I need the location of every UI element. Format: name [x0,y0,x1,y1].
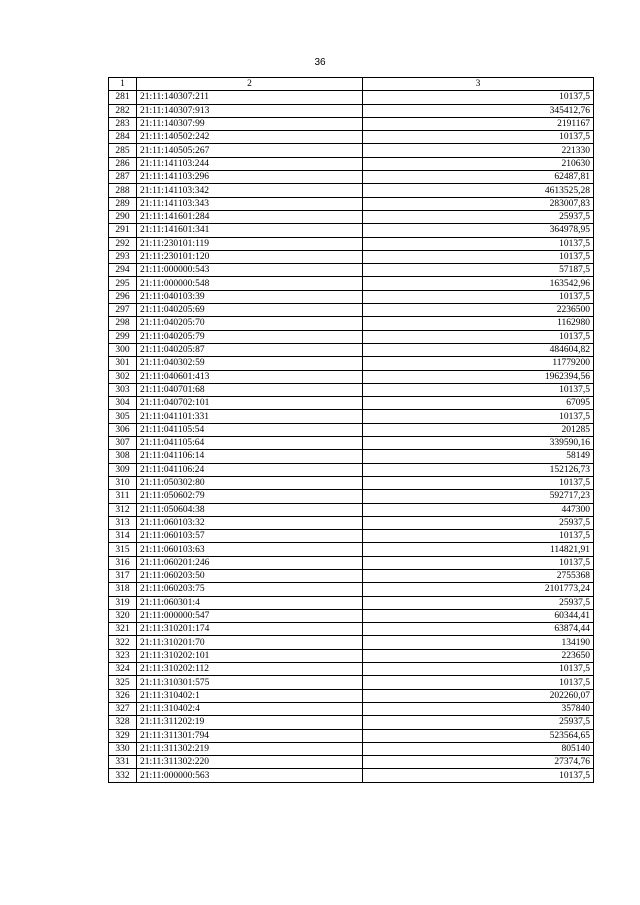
table-row [109,423,594,436]
value-cell: 10137,5 [363,676,594,689]
row-number: 306 [109,423,137,436]
row-number: 325 [109,676,137,689]
cadastral-number: 21:11:140502:242 [137,131,363,144]
table-row [109,450,594,463]
cadastral-number: 21:11:311202:19 [137,716,363,729]
table-row [109,742,594,755]
row-number: 312 [109,503,137,516]
value-cell: 63874,44 [363,623,594,636]
cadastral-number: 21:11:141103:343 [137,197,363,210]
row-number: 324 [109,663,137,676]
table-row [109,609,594,622]
cadastral-number: 21:11:140505:267 [137,144,363,157]
row-number: 332 [109,769,137,782]
row-number: 294 [109,264,137,277]
cadastral-number: 21:11:140307:211 [137,91,363,104]
value-cell: 10137,5 [363,250,594,263]
row-number: 311 [109,490,137,503]
cadastral-number: 21:11:040205:79 [137,330,363,343]
cadastral-number: 21:11:000000:548 [137,277,363,290]
table-row [109,224,594,237]
cadastral-number: 21:11:000000:563 [137,769,363,782]
value-cell: 152126,73 [363,463,594,476]
table-header-row [109,78,594,91]
value-cell: 223650 [363,649,594,662]
value-cell: 1962394,56 [363,370,594,383]
table-row [109,516,594,529]
row-number: 292 [109,237,137,250]
row-number: 330 [109,742,137,755]
value-cell: 2101773,24 [363,583,594,596]
value-cell: 10137,5 [363,769,594,782]
row-number: 316 [109,556,137,569]
cadastral-number: 21:11:060203:50 [137,569,363,582]
column-header-1: 1 [109,78,137,91]
table-row [109,716,594,729]
value-cell: 11779200 [363,357,594,370]
cadastral-number: 21:11:060301:4 [137,596,363,609]
cadastral-number: 21:11:060103:63 [137,543,363,556]
cadastral-number: 21:11:050302:80 [137,476,363,489]
row-number: 327 [109,702,137,715]
cadastral-number: 21:11:141601:341 [137,224,363,237]
value-cell: 523564,65 [363,729,594,742]
table-row [109,131,594,144]
row-number: 289 [109,197,137,210]
table-row [109,290,594,303]
table-row [109,104,594,117]
value-cell: 67095 [363,397,594,410]
row-number: 284 [109,131,137,144]
cadastral-number: 21:11:141103:244 [137,157,363,170]
cadastral-number: 21:11:041106:24 [137,463,363,476]
row-number: 283 [109,117,137,130]
table-row [109,729,594,742]
cadastral-number: 21:11:000000:547 [137,609,363,622]
value-cell: 10137,5 [363,530,594,543]
value-cell: 210630 [363,157,594,170]
cadastral-number: 21:11:040701:68 [137,383,363,396]
cadastral-number: 21:11:040205:69 [137,304,363,317]
table-row [109,317,594,330]
value-cell: 134190 [363,636,594,649]
cadastral-number: 21:11:310201:70 [137,636,363,649]
value-cell: 484604,82 [363,343,594,356]
cadastral-number: 21:11:230101:119 [137,237,363,250]
value-cell: 357840 [363,702,594,715]
value-cell: 201285 [363,423,594,436]
value-cell: 10137,5 [363,237,594,250]
row-number: 322 [109,636,137,649]
table-row [109,343,594,356]
cadastral-number: 21:11:060203:75 [137,583,363,596]
row-number: 307 [109,437,137,450]
row-number: 302 [109,370,137,383]
value-cell: 592717,23 [363,490,594,503]
table-body [109,91,594,782]
row-number: 281 [109,91,137,104]
value-cell: 283007,83 [363,197,594,210]
value-cell: 345412,76 [363,104,594,117]
value-cell: 10137,5 [363,330,594,343]
table-row [109,490,594,503]
column-header-2: 2 [137,78,363,91]
value-cell: 10137,5 [363,410,594,423]
cadastral-number: 21:11:041106:14 [137,450,363,463]
row-number: 282 [109,104,137,117]
table-row [109,330,594,343]
table-row [109,689,594,702]
table-row [109,383,594,396]
table-row [109,663,594,676]
value-cell: 10137,5 [363,476,594,489]
cadastral-number: 21:11:311301:794 [137,729,363,742]
cadastral-number: 21:11:050604:38 [137,503,363,516]
value-cell: 2755368 [363,569,594,582]
row-number: 315 [109,543,137,556]
value-cell: 25937,5 [363,716,594,729]
value-cell: 10137,5 [363,131,594,144]
cadastral-number: 21:11:141103:296 [137,171,363,184]
cadastral-number: 21:11:311302:220 [137,756,363,769]
row-number: 320 [109,609,137,622]
table-row [109,184,594,197]
cadastral-number: 21:11:310402:4 [137,702,363,715]
table-row [109,463,594,476]
row-number: 328 [109,716,137,729]
table-row [109,171,594,184]
row-number: 291 [109,224,137,237]
table-row [109,569,594,582]
value-cell: 1162980 [363,317,594,330]
row-number: 310 [109,476,137,489]
cadastral-number: 21:11:141601:284 [137,210,363,223]
value-cell: 25937,5 [363,210,594,223]
cadastral-number: 21:11:311302:219 [137,742,363,755]
value-cell: 27374,76 [363,756,594,769]
row-number: 331 [109,756,137,769]
row-number: 314 [109,530,137,543]
value-cell: 163542,96 [363,277,594,290]
row-number: 319 [109,596,137,609]
table-row [109,769,594,782]
value-cell: 60344,41 [363,609,594,622]
row-number: 297 [109,304,137,317]
row-number: 299 [109,330,137,343]
cadastral-number: 21:11:040302:59 [137,357,363,370]
value-cell: 10137,5 [363,290,594,303]
cadastral-number: 21:11:230101:120 [137,250,363,263]
row-number: 318 [109,583,137,596]
table-row [109,596,594,609]
row-number: 323 [109,649,137,662]
row-number: 288 [109,184,137,197]
row-number: 301 [109,357,137,370]
table-row [109,91,594,104]
value-cell: 62487,81 [363,171,594,184]
value-cell: 114821,91 [363,543,594,556]
table-row [109,397,594,410]
row-number: 285 [109,144,137,157]
table-row [109,197,594,210]
value-cell: 10137,5 [363,91,594,104]
table-row [109,370,594,383]
cadastral-number: 21:11:310301:575 [137,676,363,689]
cadastral-number: 21:11:000000:543 [137,264,363,277]
row-number: 300 [109,343,137,356]
row-number: 329 [109,729,137,742]
row-number: 296 [109,290,137,303]
table-row [109,210,594,223]
value-cell: 10137,5 [363,383,594,396]
cadastral-number: 21:11:141103:342 [137,184,363,197]
cadastral-number: 21:11:041101:331 [137,410,363,423]
table-row [109,476,594,489]
value-cell: 4613525,28 [363,184,594,197]
value-cell: 25937,5 [363,596,594,609]
row-number: 309 [109,463,137,476]
table-row [109,649,594,662]
cadastral-number: 21:11:050602:79 [137,490,363,503]
cadastral-number: 21:11:310202:112 [137,663,363,676]
table-row [109,237,594,250]
cadastral-number: 21:11:140307:99 [137,117,363,130]
cadastral-number: 21:11:040205:87 [137,343,363,356]
value-cell: 447300 [363,503,594,516]
table-row [109,756,594,769]
cadastral-number: 21:11:040702:101 [137,397,363,410]
table-row [109,357,594,370]
cadastral-table [108,77,594,783]
value-cell: 221330 [363,144,594,157]
table-row [109,410,594,423]
cadastral-number: 21:11:040205:70 [137,317,363,330]
value-cell: 805140 [363,742,594,755]
row-number: 295 [109,277,137,290]
cadastral-number: 21:11:040103:39 [137,290,363,303]
cadastral-number: 21:11:041105:54 [137,423,363,436]
table-row [109,144,594,157]
row-number: 305 [109,410,137,423]
row-number: 290 [109,210,137,223]
row-number: 293 [109,250,137,263]
row-number: 326 [109,689,137,702]
table-row [109,556,594,569]
table-row [109,636,594,649]
row-number: 313 [109,516,137,529]
table-row [109,543,594,556]
value-cell: 364978,95 [363,224,594,237]
table-row [109,157,594,170]
table-row [109,623,594,636]
row-number: 303 [109,383,137,396]
cadastral-number: 21:11:140307:913 [137,104,363,117]
row-number: 308 [109,450,137,463]
table-row [109,277,594,290]
cadastral-number: 21:11:310202:101 [137,649,363,662]
table-row [109,503,594,516]
page-number: 36 [314,57,326,68]
cadastral-number: 21:11:040601:413 [137,370,363,383]
row-number: 286 [109,157,137,170]
table-row [109,530,594,543]
table-row [109,437,594,450]
table-row [109,304,594,317]
value-cell: 10137,5 [363,663,594,676]
table-row [109,250,594,263]
row-number: 321 [109,623,137,636]
value-cell: 2236500 [363,304,594,317]
table-row [109,702,594,715]
cadastral-number: 21:11:310402:1 [137,689,363,702]
table-row [109,117,594,130]
column-header-3: 3 [363,78,594,91]
value-cell: 57187,5 [363,264,594,277]
value-cell: 58149 [363,450,594,463]
cadastral-number: 21:11:060103:32 [137,516,363,529]
cadastral-number: 21:11:041105:64 [137,437,363,450]
cadastral-number: 21:11:310201:174 [137,623,363,636]
cadastral-number: 21:11:060201:246 [137,556,363,569]
value-cell: 25937,5 [363,516,594,529]
cadastral-number: 21:11:060103:57 [137,530,363,543]
value-cell: 10137,5 [363,556,594,569]
value-cell: 2191167 [363,117,594,130]
row-number: 298 [109,317,137,330]
table-row [109,264,594,277]
table-row [109,583,594,596]
value-cell: 339590,16 [363,437,594,450]
row-number: 317 [109,569,137,582]
row-number: 287 [109,171,137,184]
value-cell: 202260,07 [363,689,594,702]
row-number: 304 [109,397,137,410]
table-row [109,676,594,689]
